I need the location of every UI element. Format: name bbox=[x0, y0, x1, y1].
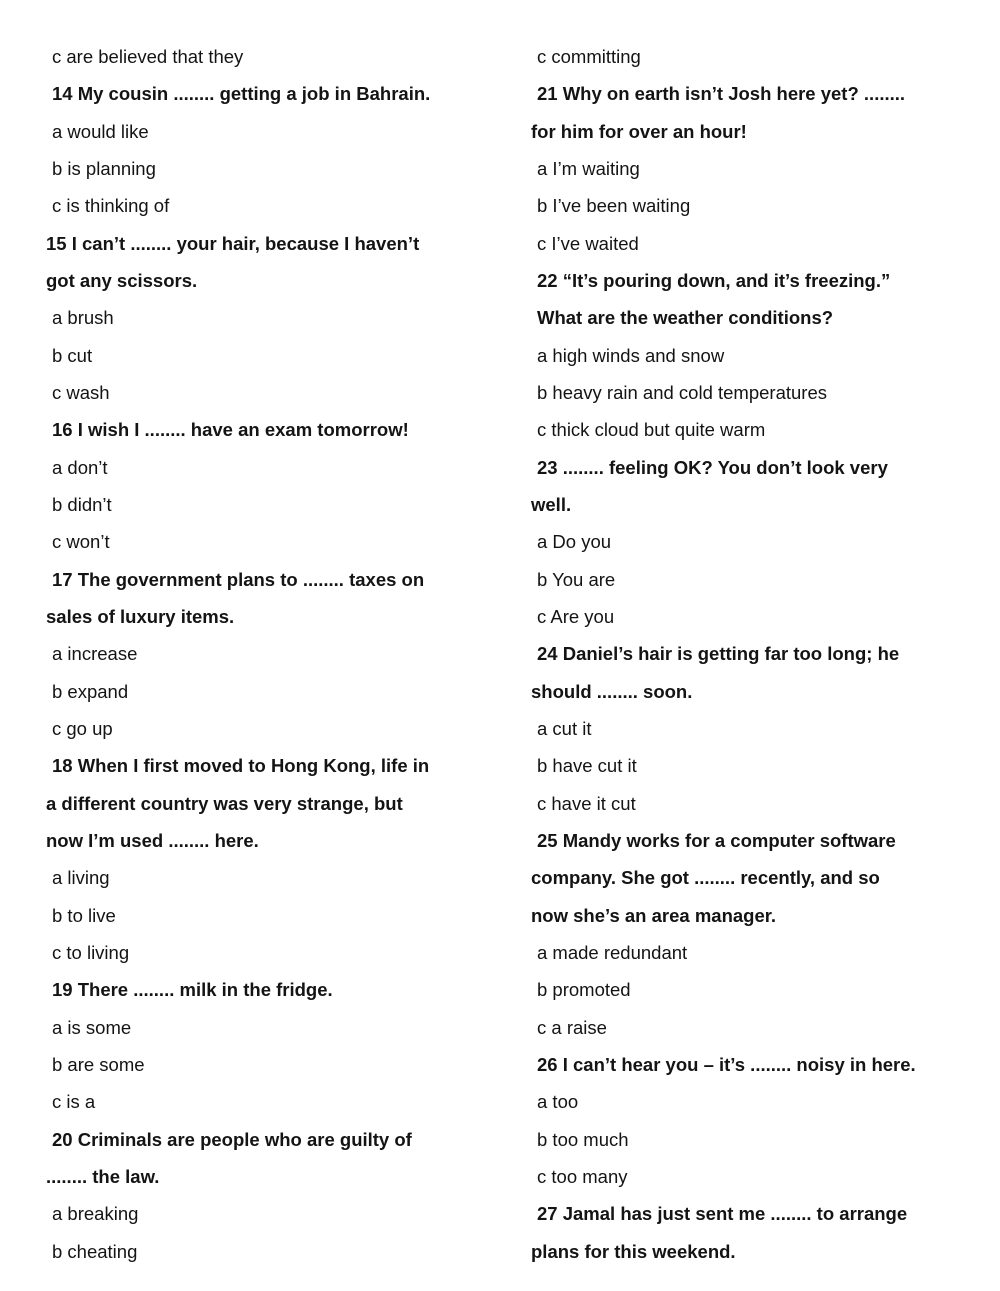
question-text: 18 When I first moved to Hong Kong, life in bbox=[52, 755, 430, 777]
question-text: got any scissors. bbox=[46, 269, 198, 291]
answer-option: a brush bbox=[52, 307, 114, 329]
answer-option: b didn’t bbox=[52, 493, 112, 515]
question-text: 22 “It’s pouring down, and it’s freezing.” bbox=[537, 269, 891, 291]
answer-option: a cut it bbox=[537, 717, 592, 739]
answer-option: a too bbox=[537, 1091, 579, 1113]
question-text: for him for over an hour! bbox=[531, 120, 747, 142]
question-text: company. She got ........ recently, and so bbox=[531, 867, 880, 889]
question-text: 15 I can’t ........ your hair, because I haven’t bbox=[46, 232, 420, 254]
question-text: 24 Daniel’s hair is getting far too long; he bbox=[537, 643, 900, 665]
answer-option: c Are you bbox=[537, 605, 615, 627]
question-text: ........ the law. bbox=[46, 1165, 160, 1187]
question-text: now she’s an area manager. bbox=[531, 904, 777, 926]
answer-option: c have it cut bbox=[537, 792, 636, 814]
answer-option: c thick cloud but quite warm bbox=[537, 419, 766, 441]
answer-option: b is planning bbox=[52, 157, 156, 179]
answer-option: c wash bbox=[52, 381, 110, 403]
question-text: a different country was very strange, but bbox=[46, 792, 403, 814]
right-column bbox=[531, 38, 971, 1270]
answer-option: c to living bbox=[52, 941, 130, 963]
question-text: sales of luxury items. bbox=[46, 605, 235, 627]
question-text: 21 Why on earth isn’t Josh here yet? ........ bbox=[537, 83, 906, 105]
question-text: 20 Criminals are people who are guilty of bbox=[52, 1128, 412, 1150]
answer-option: a don’t bbox=[52, 456, 108, 478]
answer-option: b expand bbox=[52, 680, 129, 702]
answer-option: c too many bbox=[537, 1165, 628, 1187]
question-text: well. bbox=[531, 493, 572, 515]
answer-option: a breaking bbox=[52, 1203, 139, 1225]
question-text: 17 The government plans to ........ taxes on bbox=[52, 568, 425, 590]
answer-option: a living bbox=[52, 867, 110, 889]
answer-option: a made redundant bbox=[537, 941, 688, 963]
question-text: now I’m used ........ here. bbox=[46, 829, 259, 851]
answer-option: c is thinking of bbox=[52, 195, 170, 217]
answer-option: c a raise bbox=[537, 1016, 607, 1038]
question-text: 14 My cousin ........ getting a job in Bahrain. bbox=[52, 83, 431, 105]
answer-option: b cheating bbox=[52, 1240, 138, 1262]
answer-option: c I’ve waited bbox=[537, 232, 639, 254]
question-text: 19 There ........ milk in the fridge. bbox=[52, 979, 333, 1001]
answer-option: b You are bbox=[537, 568, 616, 590]
answer-option: c go up bbox=[52, 717, 113, 739]
answer-option: b I’ve been waiting bbox=[537, 195, 691, 217]
answer-option: a is some bbox=[52, 1016, 132, 1038]
answer-option: b have cut it bbox=[537, 755, 637, 777]
answer-option: b cut bbox=[52, 344, 93, 366]
answer-option: c is a bbox=[52, 1091, 96, 1113]
answer-option: c committing bbox=[537, 46, 641, 67]
question-text: should ........ soon. bbox=[531, 680, 693, 702]
question-text: plans for this weekend. bbox=[531, 1240, 736, 1262]
answer-option: b too much bbox=[537, 1128, 629, 1150]
answer-option: b are some bbox=[52, 1053, 145, 1075]
question-text: What are the weather conditions? bbox=[537, 307, 834, 329]
question-text: 16 I wish I ........ have an exam tomorrow! bbox=[52, 419, 409, 441]
answer-option: c won’t bbox=[52, 531, 110, 553]
answer-option: c are believed that they bbox=[52, 46, 244, 67]
answer-option: a increase bbox=[52, 643, 138, 665]
left-column bbox=[46, 38, 496, 1270]
question-text: 27 Jamal has just sent me ........ to arrange bbox=[537, 1203, 908, 1225]
answer-option: a Do you bbox=[537, 531, 612, 553]
question-text: 23 ........ feeling OK? You don’t look very bbox=[537, 456, 888, 478]
answer-option: b promoted bbox=[537, 979, 631, 1001]
answer-option: a would like bbox=[52, 120, 149, 142]
question-text: 25 Mandy works for a computer software bbox=[537, 829, 896, 851]
answer-option: a I’m waiting bbox=[537, 157, 640, 179]
answer-option: b heavy rain and cold temperatures bbox=[537, 381, 828, 403]
answer-option: a high winds and snow bbox=[537, 344, 725, 366]
question-text: 26 I can’t hear you – it’s ........ noisy in here. bbox=[537, 1053, 916, 1075]
answer-option: b to live bbox=[52, 904, 116, 926]
